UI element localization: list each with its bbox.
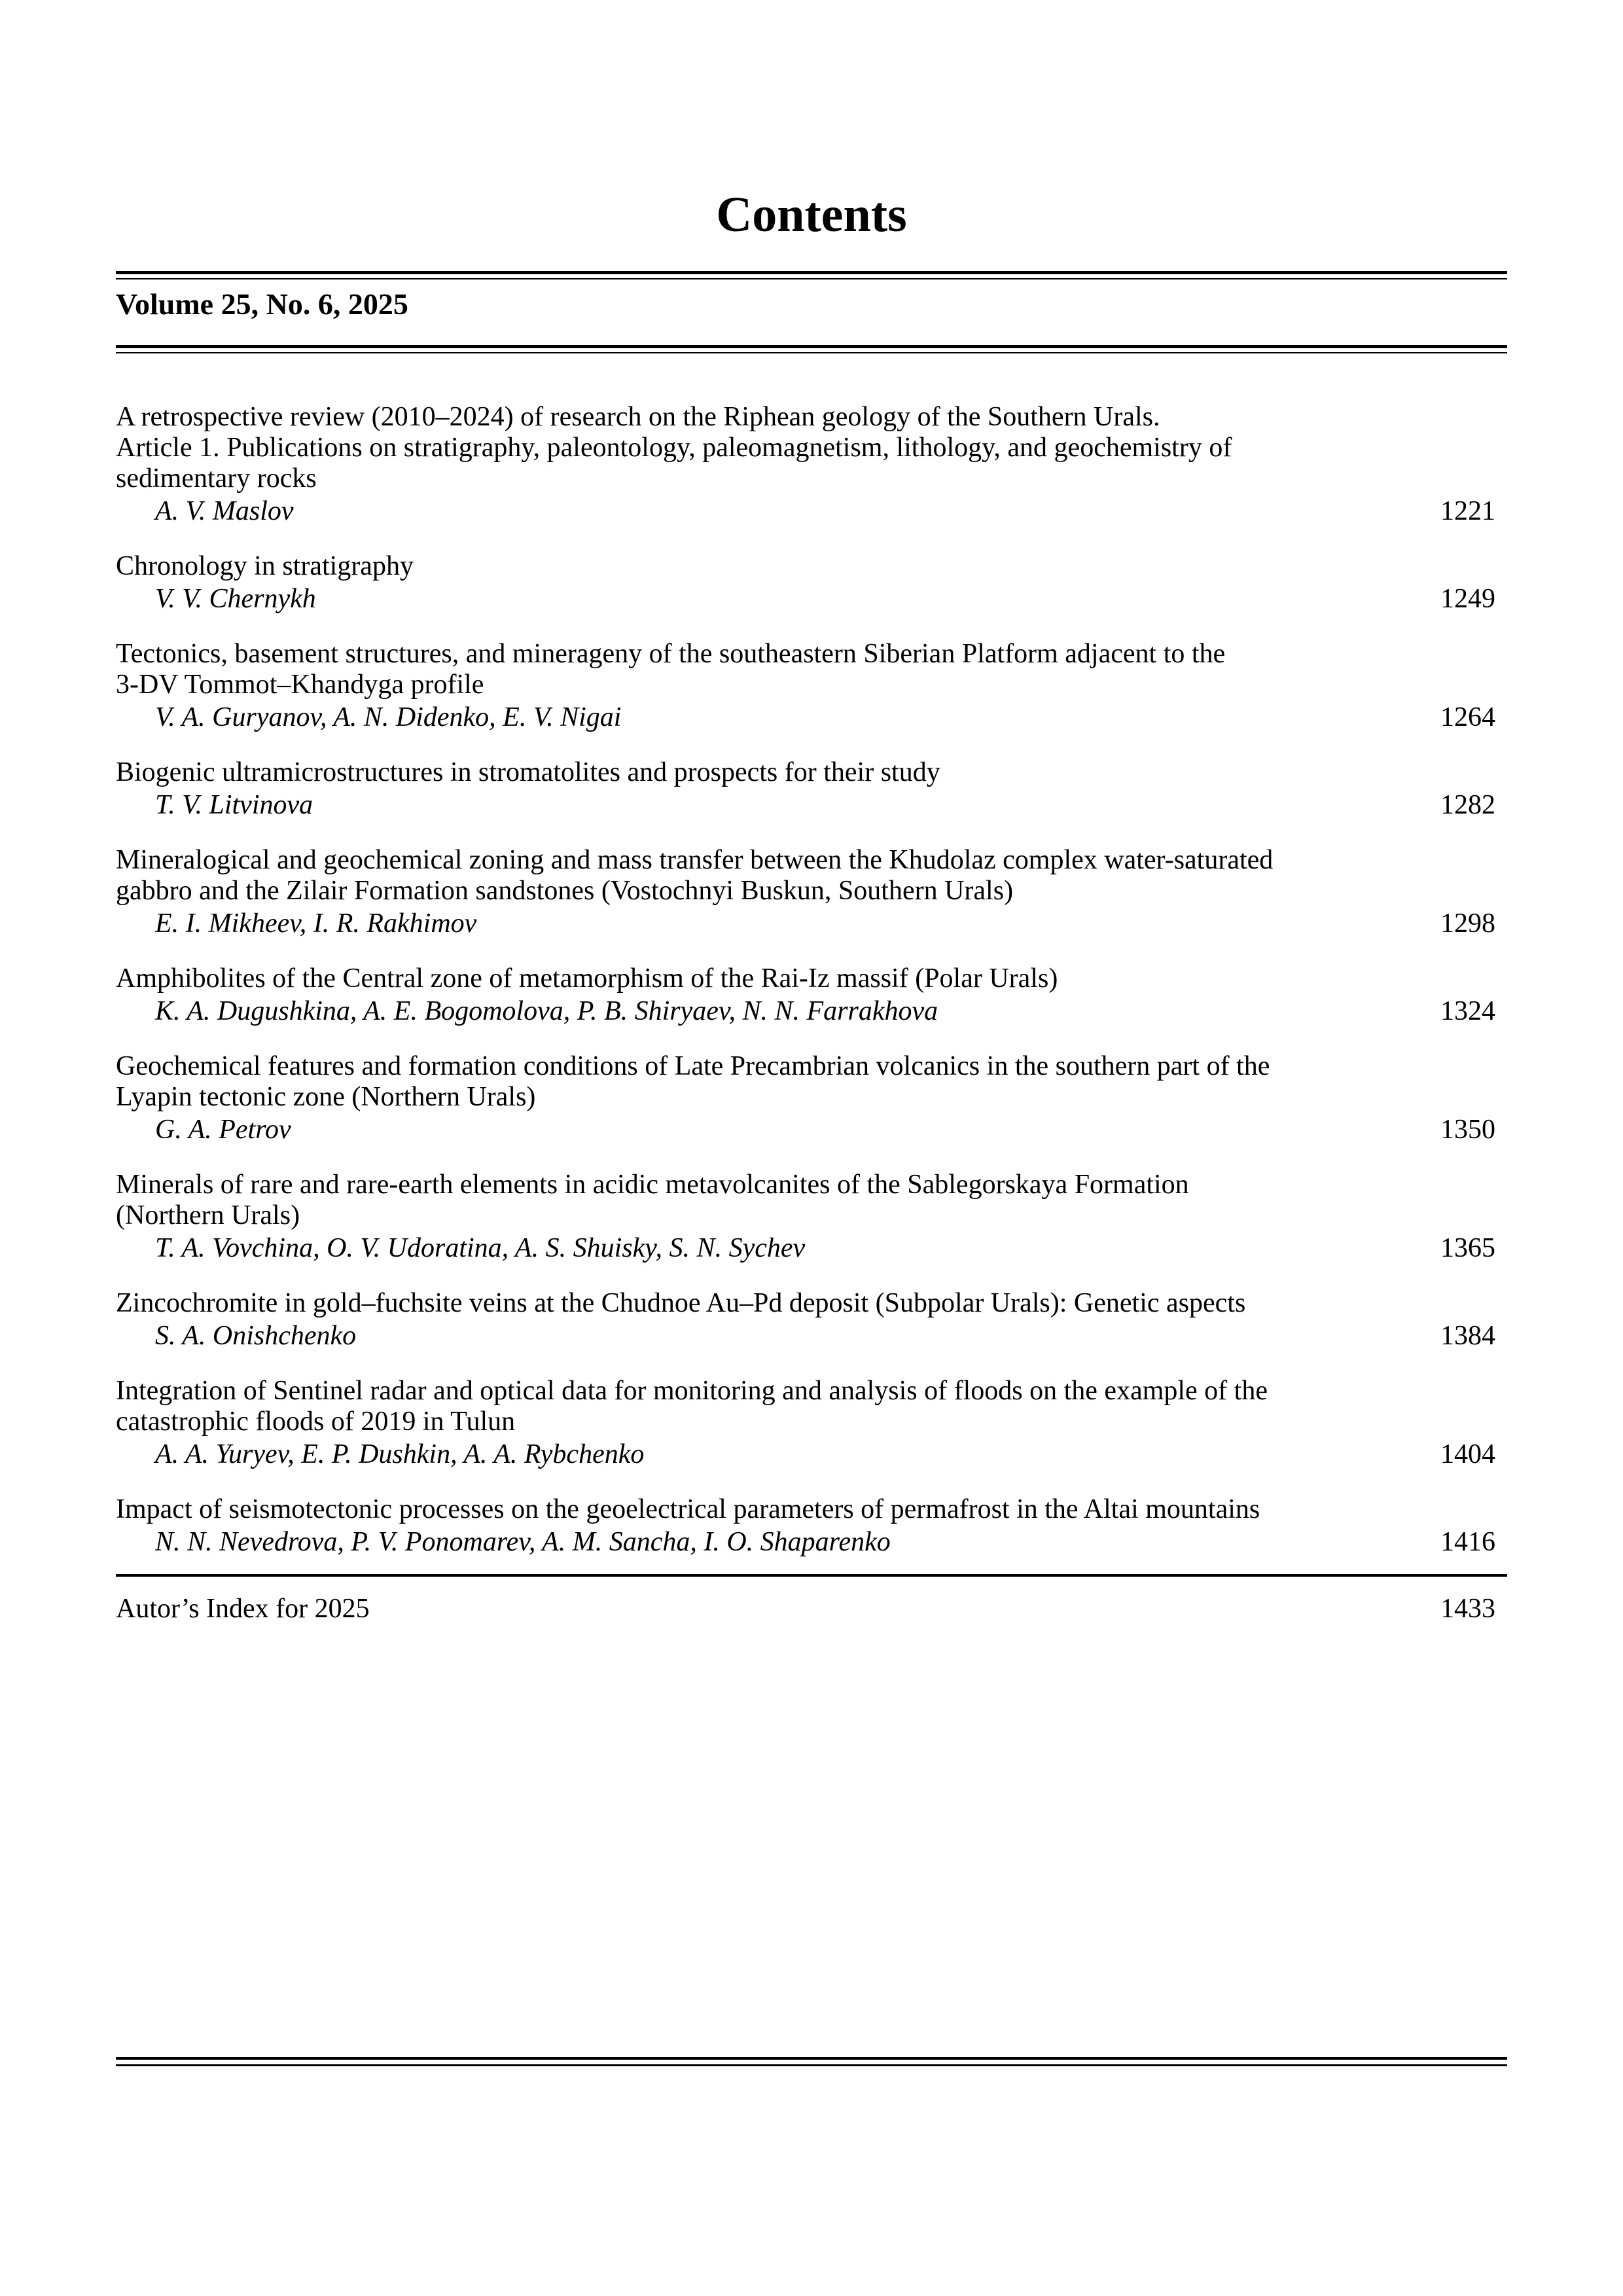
- article-authors: T. A. Vovchina, O. V. Udoratina, A. S. Shuisky, S. N. Sychev: [155, 1233, 806, 1263]
- article-page-number: 1249: [1440, 584, 1495, 614]
- article-page-number: 1404: [1440, 1439, 1495, 1469]
- volume-heading: Volume 25, No. 6, 2025: [116, 287, 408, 321]
- article-page-number: 1324: [1440, 996, 1495, 1026]
- article-page-number: 1282: [1440, 790, 1495, 820]
- toc-entry: [116, 1170, 1507, 1264]
- toc-entry: [116, 1288, 1507, 1352]
- article-title: [116, 402, 1507, 494]
- toc-entry: [116, 845, 1507, 939]
- article-title-line: Integration of Sentinel radar and optical data for monitoring and analysis of floods on the example of the: [116, 1376, 1268, 1406]
- toc-entry: [116, 1494, 1507, 1558]
- article-authors: E. I. Mikheev, I. R. Rakhimov: [155, 908, 477, 939]
- article-byline: [116, 1115, 1507, 1145]
- article-title: [116, 1288, 1507, 1319]
- toc-list: [116, 402, 1507, 1558]
- article-byline: [116, 996, 1507, 1027]
- article-title-line: Mineralogical and geochemical zoning and mass transfer between the Khudolaz complex water-saturated: [116, 845, 1274, 875]
- article-authors: T. V. Litvinova: [155, 790, 313, 820]
- article-title: [116, 639, 1507, 700]
- article-authors: S. A. Onishchenko: [155, 1321, 357, 1351]
- article-page-number: 1298: [1440, 908, 1495, 939]
- article-title-line: sedimentary rocks: [116, 463, 317, 493]
- article-title: [116, 551, 1507, 582]
- article-page-number: 1350: [1440, 1115, 1495, 1145]
- article-title-line: catastrophic floods of 2019 in Tulun: [116, 1407, 516, 1437]
- footer-rule: [116, 2057, 1507, 2066]
- article-authors: G. A. Petrov: [155, 1115, 291, 1145]
- header-rule-bottom: [116, 345, 1507, 353]
- toc-entry: [116, 1376, 1507, 1470]
- article-byline: [116, 1527, 1507, 1558]
- article-title-line: Amphibolites of the Central zone of metamorphism of the Rai-Iz massif (Polar Urals): [116, 963, 1058, 994]
- article-title-line: Tectonics, basement structures, and minerageny of the southeastern Siberian Platform adjacent to the: [116, 639, 1226, 669]
- toc-entry: [116, 757, 1507, 821]
- article-title-line: Article 1. Publications on stratigraphy, paleontology, paleomagnetism, lithology, and geochemistry of: [116, 433, 1232, 463]
- toc-entry: [116, 551, 1507, 615]
- article-title: [116, 1051, 1507, 1113]
- article-title: [116, 963, 1507, 994]
- article-title: [116, 757, 1507, 788]
- article-page-number: 1264: [1440, 702, 1495, 732]
- page-title: Contents: [716, 187, 907, 242]
- toc-entry: [116, 963, 1507, 1027]
- article-authors: V. V. Chernykh: [155, 584, 316, 614]
- article-authors: A. V. Maslov: [155, 496, 294, 526]
- article-title: [116, 1494, 1507, 1525]
- article-authors: V. A. Guryanov, A. N. Didenko, E. V. Nigai: [155, 702, 622, 732]
- article-authors: N. N. Nevedrova, P. V. Ponomarev, A. M. Sancha, I. O. Shaparenko: [155, 1527, 891, 1557]
- article-title-line: A retrospective review (2010–2024) of research on the Riphean geology of the Southern Urals.: [116, 402, 1160, 432]
- article-page-number: 1416: [1440, 1527, 1495, 1557]
- article-title-line: Zincochromite in gold–fuchsite veins at the Chudnoe Au–Pd deposit (Subpolar Urals): Genetic aspects: [116, 1288, 1246, 1318]
- article-page-number: 1221: [1440, 496, 1495, 526]
- article-byline: [116, 1321, 1507, 1352]
- toc-entry: [116, 402, 1507, 527]
- article-byline: [116, 1233, 1507, 1264]
- article-authors: A. A. Yuryev, E. P. Dushkin, A. A. Rybchenko: [155, 1439, 645, 1469]
- article-title-line: Impact of seismotectonic processes on the geoelectrical parameters of permafrost in the Altai mountains: [116, 1494, 1260, 1524]
- author-index-row: [116, 1594, 1507, 1624]
- toc-entry: [116, 1051, 1507, 1145]
- article-page-number: 1365: [1440, 1233, 1495, 1263]
- article-title-line: 3-DV Tommot–Khandyga profile: [116, 670, 484, 700]
- author-index-page: 1433: [1440, 1594, 1495, 1624]
- article-byline: [116, 908, 1507, 939]
- article-title-line: Minerals of rare and rare-earth elements in acidic metavolcanites of the Sablegorskaya Formation: [116, 1170, 1189, 1200]
- article-title-line: Biogenic ultramicrostructures in stromatolites and prospects for their study: [116, 757, 940, 787]
- article-title-line: Geochemical features and formation conditions of Late Precambrian volcanics in the southern part of the: [116, 1051, 1270, 1081]
- article-authors: K. A. Dugushkina, A. E. Bogomolova, P. B. Shiryaev, N. N. Farrakhova: [155, 996, 938, 1026]
- article-page-number: 1384: [1440, 1321, 1495, 1351]
- article-byline: [116, 496, 1507, 527]
- article-byline: [116, 702, 1507, 733]
- article-title: [116, 1170, 1507, 1231]
- article-title-line: Chronology in stratigraphy: [116, 551, 414, 581]
- header-rule-top: [116, 271, 1507, 279]
- article-title-line: gabbro and the Zilair Formation sandstones (Vostochnyi Buskun, Southern Urals): [116, 876, 1014, 906]
- index-divider-rule: [116, 1574, 1507, 1577]
- article-title: [116, 845, 1507, 906]
- article-byline: [116, 790, 1507, 821]
- article-byline: [116, 584, 1507, 615]
- toc-entry: [116, 639, 1507, 733]
- article-byline: [116, 1439, 1507, 1470]
- author-index-label: Autor’s Index for 2025: [116, 1594, 370, 1624]
- article-title: [116, 1376, 1507, 1437]
- article-title-line: Lyapin tectonic zone (Northern Urals): [116, 1082, 536, 1112]
- article-title-line: (Northern Urals): [116, 1200, 300, 1230]
